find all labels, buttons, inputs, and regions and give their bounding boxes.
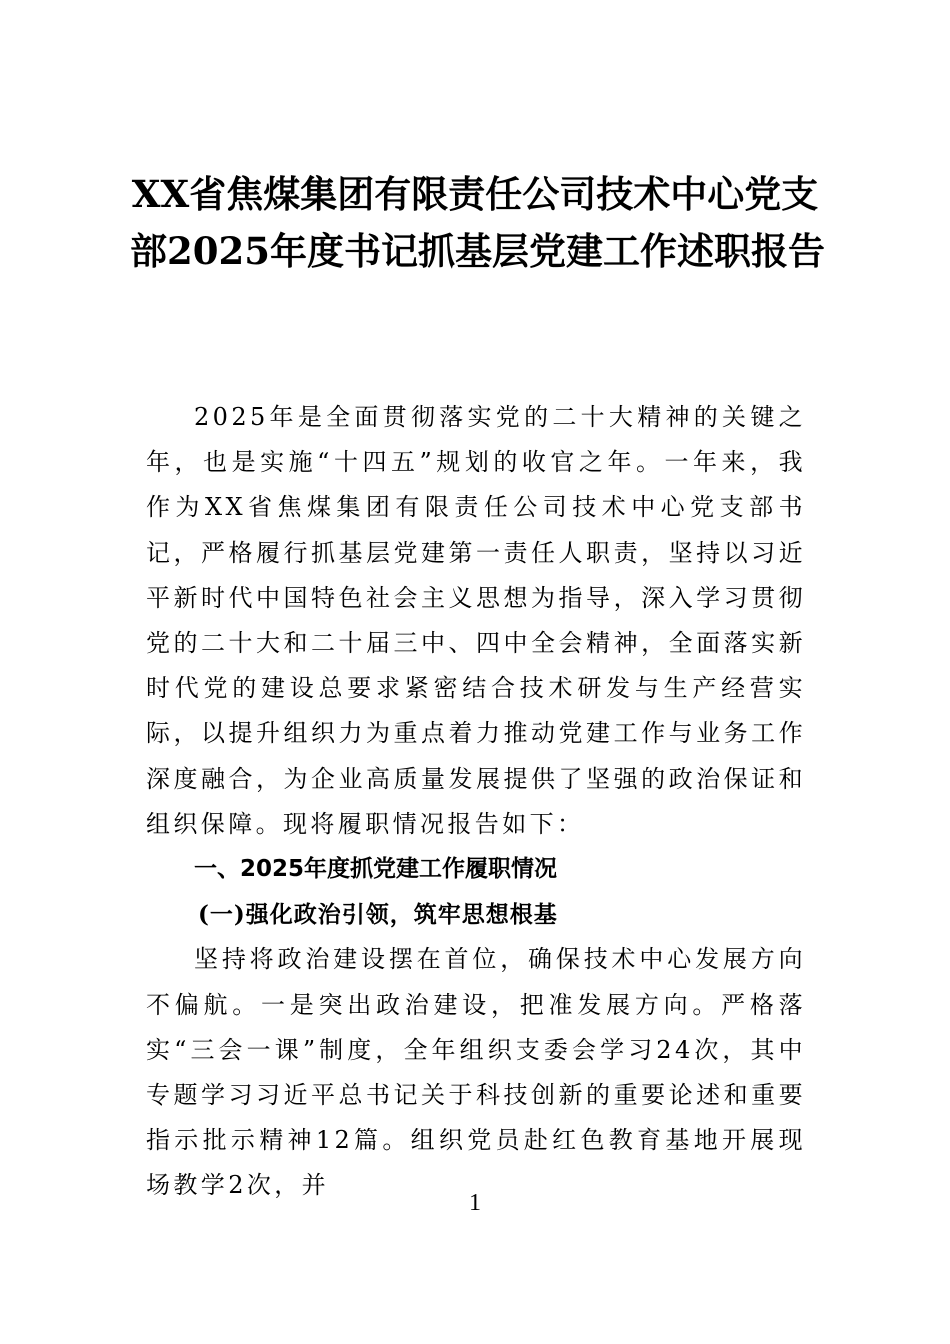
- body-paragraph: 坚持将政治建设摆在首位，确保技术中心发展方向不偏航。一是突出政治建设，把准发展方向。严格落实“三会一课”制度，全年组织支委会学习24次，其中专题学习习近平总书记关于科技创新的重要论述和重要指示批示精神12篇。组织党员赴红色教育基地开展现场教学2次，并: [146, 945, 806, 1200]
- page-number: 1: [469, 1190, 481, 1216]
- title-line-1: XX省焦煤集团有限责任公司技术中心党支: [131, 172, 819, 216]
- subsection-heading: (一)强化政治引领，筑牢思想根基: [198, 901, 558, 929]
- title-line-2: 部2025年度书记抓基层党建工作述职报告: [130, 229, 825, 273]
- document-title: [130, 166, 825, 280]
- intro-paragraph: 2025年是全面贯彻落实党的二十大精神的关键之年，也是实施“十四五”规划的收官之年。一年来，我作为XX省焦煤集团有限责任公司技术中心党支部书记，严格履行抓基层党建第一责任人职责，坚持以习近平新时代中国特色社会主义思想为指导，深入学习贯彻党的二十大和二十届三中、四中全会精神，全面落实新时代党的建设总要求紧密结合技术研发与生产经营实际，以提升组织力为重点着力推动党建工作与业务工作深度融合，为企业高质量发展提供了坚强的政治保证和组织保障。现将履职情况报告如下：: [146, 403, 806, 838]
- section-heading: 一、2025年度抓党建工作履职情况: [194, 856, 558, 883]
- document-body: [146, 395, 806, 1209]
